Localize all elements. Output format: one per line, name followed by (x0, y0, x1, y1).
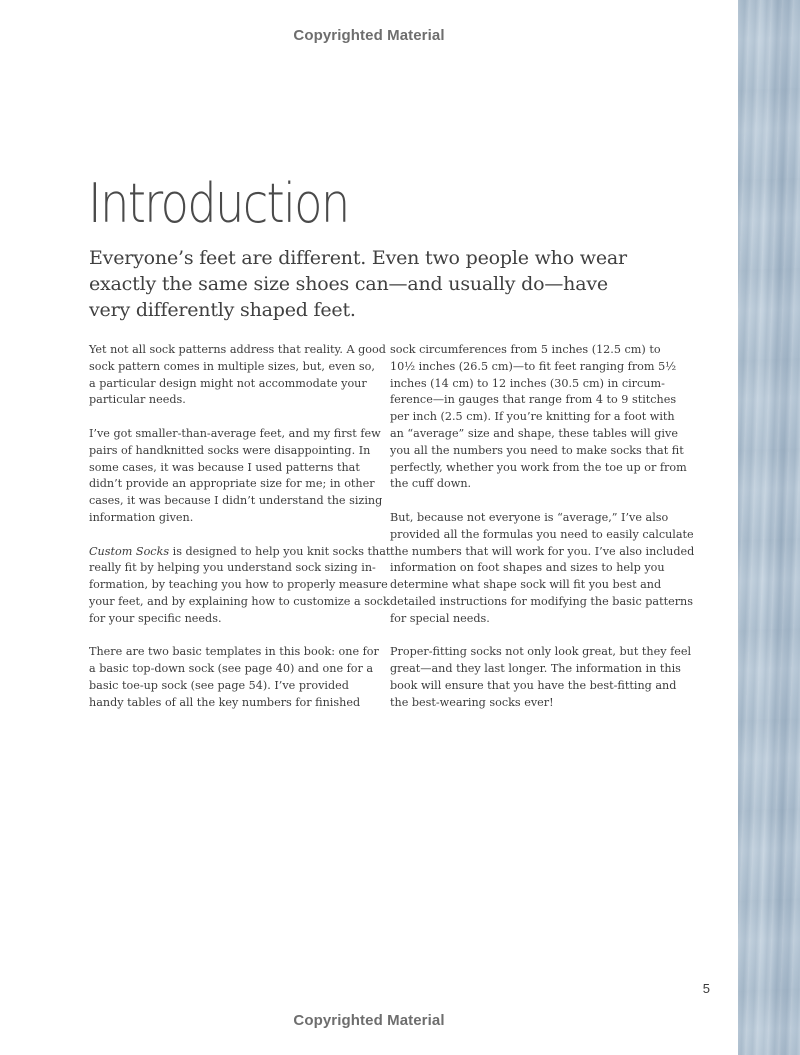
lead-line: exactly the same size shoes can—and usually do—have (89, 273, 608, 295)
text-line: for your specific needs. (89, 611, 222, 625)
text-line: determine what shape sock will fit you best and (390, 578, 662, 592)
page-number: 5 (702, 981, 710, 996)
text-line: inches (14 cm) to 12 inches (30.5 cm) in circum- (390, 376, 665, 390)
page-title: Introduction (88, 172, 349, 235)
body-column-right (390, 342, 695, 712)
text-line: your feet, and by explaining how to customize a sock (89, 594, 390, 608)
text-line: for special needs. (390, 611, 490, 625)
text-line: book will ensure that you have the best-fitting and (390, 678, 677, 692)
text-line: great—and they last longer. The information in this (390, 662, 681, 676)
text-line: provided all the formulas you need to easily calculate (390, 527, 694, 541)
text-line: an “average” size and shape, these tables will give (390, 426, 678, 440)
text-line (89, 544, 391, 561)
paragraph (390, 342, 687, 493)
text-line: 10½ inches (26.5 cm)—to fit feet ranging from 5½ (390, 359, 677, 373)
paragraph (89, 426, 383, 527)
text-line: didn’t provide an appropriate size for me; in other (89, 477, 375, 491)
text-line: you all the numbers you need to make socks that fit (390, 443, 684, 457)
text-line: information on foot shapes and sizes to help you (390, 561, 665, 575)
text-line: But, because not everyone is “average,” I’ve also (390, 510, 669, 524)
text-line: some cases, it was because I used patterns that (89, 460, 360, 474)
text-line: There are two basic templates in this book: one for (89, 645, 379, 659)
paragraph (390, 644, 692, 711)
text-line: basic toe-up sock (see page 54). I’ve provided (89, 678, 349, 692)
text-line: cases, it was because I didn’t understand the sizing (89, 494, 383, 508)
book-title: Custom Socks (89, 544, 170, 558)
text-line: a basic top-down sock (see page 40) and one for a (89, 662, 374, 676)
intro-lead-paragraph (89, 245, 649, 323)
text-line: formation, by teaching you how to properly measure (89, 578, 388, 592)
text-line: Proper-fitting socks not only look great, but they feel (390, 645, 692, 659)
lead-line: Everyone’s feet are different. Even two people who wear (89, 247, 627, 269)
text-line: Yet not all sock patterns address that reality. A good (89, 343, 386, 356)
text-line: per inch (2.5 cm). If you’re knitting for a foot with (390, 410, 675, 424)
text-fragment: is designed to help you knit socks that (169, 544, 391, 558)
copyright-watermark-top: Copyrighted Material (293, 27, 445, 44)
text-line: the cuff down. (390, 477, 472, 491)
paragraph (89, 644, 379, 711)
paragraph (89, 342, 386, 409)
text-line: a particular design might not accommodate your (89, 376, 367, 390)
text-line: the best-wearing socks ever! (390, 695, 554, 709)
body-column-left (89, 342, 391, 712)
decorative-side-strip (738, 0, 800, 1055)
text-line: information given. (89, 510, 194, 524)
text-line: the numbers that will work for you. I’ve also included (390, 544, 695, 558)
text-line: handy tables of all the key numbers for finished (89, 695, 361, 709)
lead-line: very differently shaped feet. (89, 299, 356, 321)
paragraph (89, 544, 391, 628)
text-line: really fit by helping you understand sock sizing in- (89, 561, 376, 575)
text-line: I’ve got smaller-than-average feet, and my first few (89, 426, 381, 440)
text-line: sock pattern comes in multiple sizes, but, even so, (89, 359, 375, 373)
paragraph (390, 510, 695, 628)
text-line: detailed instructions for modifying the basic patterns (390, 594, 694, 608)
text-line: perfectly, whether you work from the toe up or from (390, 460, 687, 474)
text-line: ference—in gauges that range from 4 to 9 stitches (390, 393, 677, 407)
text-line: particular needs. (89, 393, 186, 407)
text-line: sock circumferences from 5 inches (12.5 cm) to (390, 343, 661, 356)
copyright-watermark-bottom: Copyrighted Material (293, 1012, 445, 1029)
text-line: pairs of handknitted socks were disappointing. In (89, 443, 371, 457)
